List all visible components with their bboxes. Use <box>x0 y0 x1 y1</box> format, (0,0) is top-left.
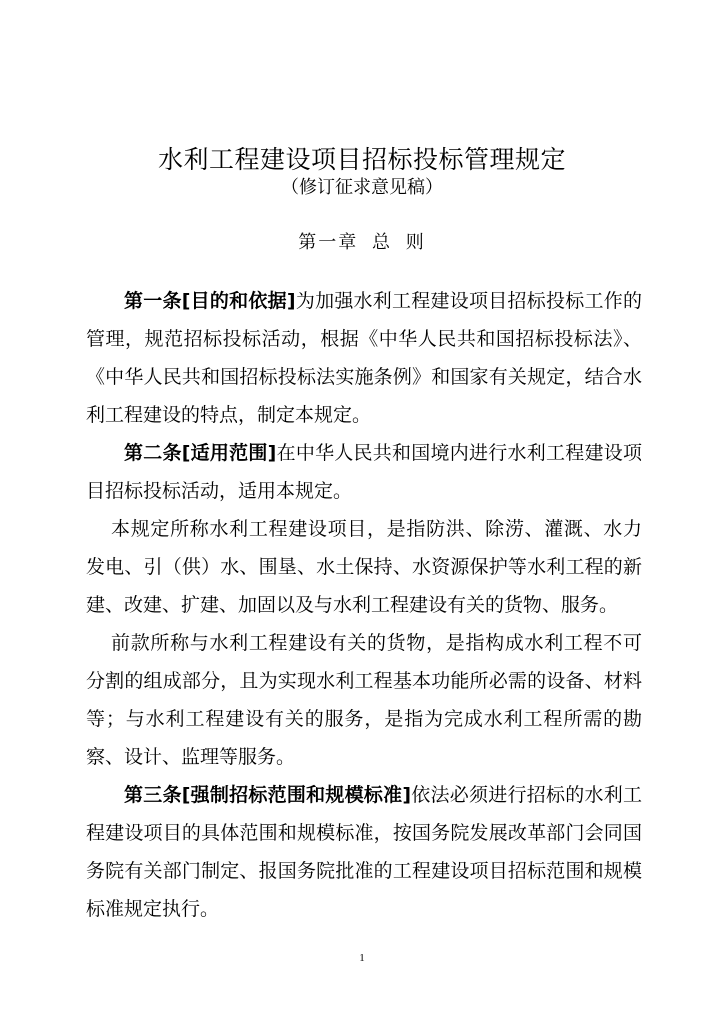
article-1-heading: 第一条[目的和依据] <box>124 290 296 312</box>
article-3 <box>86 776 642 928</box>
article-2 <box>86 434 642 510</box>
article-1-text: 为加强水利工程建设项目招标投标工作的管理，规范招标投标活动，根据《中华人民共和国招标投标法》、《中华人民共和国招标投标法实施条例》和国家有关规定，结合水利工程建设的特点，制定本规定。 <box>86 290 642 426</box>
paragraph-scope-definition: 本规定所称水利工程建设项目，是指防洪、除涝、灌溉、水力发电、引（供）水、围垦、水土保持、水资源保护等水利工程的新建、改建、扩建、加固以及与水利工程建设有关的货物、服务。 <box>86 518 642 616</box>
article-3-heading: 第三条[强制招标范围和规模标准] <box>124 784 412 806</box>
paragraph-goods-services: 前款所称与水利工程建设有关的货物，是指构成水利工程不可分割的组成部分，且为实现水利工程基本功能所必需的设备、材料等；与水利工程建设有关的服务，是指为完成水利工程所需的勘察、设计、监理等服务。 <box>86 632 642 768</box>
article-2-text: 在中华人民共和国境内进行水利工程建设项目招标投标活动，适用本规定。 <box>86 442 642 502</box>
document-subtitle: （修订征求意见稿） <box>281 177 443 198</box>
article-3-text: 依法必须进行招标的水利工程建设项目的具体范围和规模标准，按国务院发展改革部门会同国务院有关部门制定、报国务院批准的工程建设项目招标范围和规模标准规定执行。 <box>86 784 642 920</box>
page-number: 1 <box>359 952 365 964</box>
chapter-heading: 第一章 总 则 <box>298 232 426 253</box>
article-1 <box>86 282 642 434</box>
article-2-heading: 第二条[适用范围] <box>124 442 277 464</box>
document-title: 水利工程建设项目招标投标管理规定 <box>157 145 566 174</box>
document-body <box>86 282 642 928</box>
